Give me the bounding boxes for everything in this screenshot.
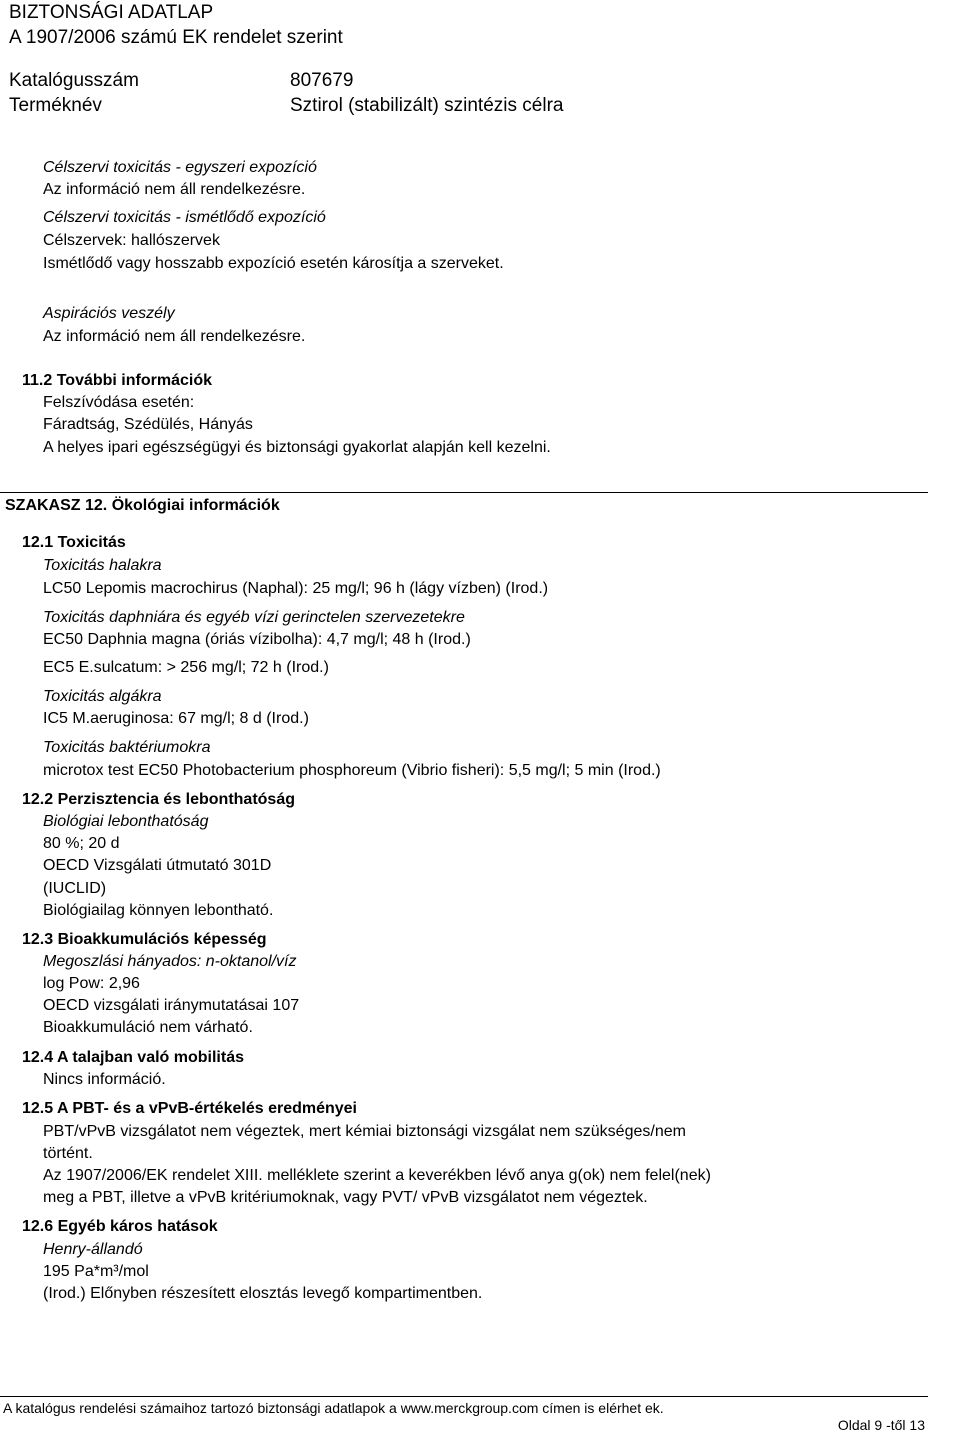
biodegradability-line-3: (IUCLID) (43, 880, 107, 897)
partition-coefficient-title: Megoszlási hányados: n-oktanol/víz (43, 953, 297, 970)
aspiration-text: Az információ nem áll rendelkezésre. (43, 328, 306, 345)
daphnia-toxicity-text-1: EC50 Daphnia magna (óriás vízibolha): 4,7 mg/l; 48 h (Irod.) (43, 631, 471, 648)
bioaccumulation-title: 12.3 Bioakkumulációs képesség (22, 931, 267, 948)
henry-constant-value: 195 Pa*m³/mol (43, 1263, 149, 1280)
page-number: Oldal 9 -től 13 (837, 1417, 925, 1433)
pbt-line-1: PBT/vPvB vizsgálatot nem végeztek, mert kémiai biztonsági vizsgálat nem szükséges/nem (43, 1123, 686, 1140)
pbt-line-4: meg a PBT, illetve a vPvB kritériumoknak, vagy PVT/ vPvB vizsgálatot nem végeztek. (43, 1189, 648, 1206)
document-title: BIZTONSÁGI ADATLAP (9, 2, 214, 23)
footer-divider (0, 1396, 928, 1397)
stot-single-text: Az információ nem áll rendelkezésre. (43, 181, 306, 198)
aspiration-title: Aspirációs veszély (43, 305, 175, 322)
daphnia-toxicity-title: Toxicitás daphniára és egyéb vízi gerinctelen szervezetekre (43, 609, 465, 626)
persistence-title: 12.2 Perzisztencia és lebonthatóság (22, 791, 295, 808)
pbt-title: 12.5 A PBT- és a vPvB-értékelés eredményei (22, 1100, 357, 1117)
product-label: Terméknév (9, 95, 102, 116)
biodegradability-line-4: Biológiailag könnyen lebontható. (43, 902, 274, 919)
bacteria-toxicity-title: Toxicitás baktériumokra (43, 739, 211, 756)
pbt-line-2: történt. (43, 1145, 93, 1162)
pbt-line-3: Az 1907/2006/EK rendelet XIII. melléklete szerint a keverékben lévő anya g(ok) nem felel(nek) (43, 1167, 711, 1184)
section-divider (0, 492, 928, 493)
fish-toxicity-text: LC50 Lepomis macrochirus (Naphal): 25 mg/l; 96 h (lágy vízben) (Irod.) (43, 580, 549, 597)
section-12-title: SZAKASZ 12. Ökológiai információk (5, 497, 280, 514)
catalog-label: Katalógusszám (9, 70, 139, 91)
algae-toxicity-text: IC5 M.aeruginosa: 67 mg/l; 8 d (Irod.) (43, 710, 309, 727)
stot-repeat-line-1: Célszervek: hallószervek (43, 232, 220, 249)
regulation-text: A 1907/2006 számú EK rendelet szerint (9, 27, 343, 48)
other-effects-title: 12.6 Egyéb káros hatások (22, 1218, 218, 1235)
toxicity-title: 12.1 Toxicitás (22, 534, 126, 551)
mobility-title: 12.4 A talajban való mobilitás (22, 1049, 244, 1066)
stot-repeat-title: Célszervi toxicitás - ismétlődő expozíció (43, 209, 326, 226)
footer-note: A katalógus rendelési számaihoz tartozó biztonsági adatlapok a www.merckgroup.com címen is elérhet ek. (3, 1400, 664, 1416)
henry-constant-note: (Irod.) Előnyben részesített elosztás levegő kompartimentben. (43, 1285, 483, 1302)
fish-toxicity-title: Toxicitás halakra (43, 557, 162, 574)
catalog-value: 807679 (290, 70, 354, 91)
bioaccumulation-line-3: Bioakkumuláció nem várható. (43, 1019, 253, 1036)
biodegradability-title: Biológiai lebonthatóság (43, 813, 209, 830)
section-11-2-line-3: A helyes ipari egészségügyi és biztonsági gyakorlat alapján kell kezelni. (43, 439, 551, 456)
biodegradability-line-1: 80 %; 20 d (43, 835, 120, 852)
bacteria-toxicity-text: microtox test EC50 Photobacterium phosphoreum (Vibrio fisheri): 5,5 mg/l; 5 min (Irod.) (43, 762, 661, 779)
product-value: Sztirol (stabilizált) szintézis célra (290, 95, 564, 116)
bioaccumulation-line-2: OECD vizsgálati iránymutatásai 107 (43, 997, 300, 1014)
stot-single-title: Célszervi toxicitás - egyszeri expozíció (43, 159, 317, 176)
algae-toxicity-title: Toxicitás algákra (43, 688, 162, 705)
henry-constant-title: Henry-állandó (43, 1241, 143, 1258)
biodegradability-line-2: OECD Vizsgálati útmutató 301D (43, 857, 272, 874)
bioaccumulation-line-1: log Pow: 2,96 (43, 975, 140, 992)
section-11-2-line-1: Felszívódása esetén: (43, 394, 195, 411)
mobility-text: Nincs információ. (43, 1071, 166, 1088)
stot-repeat-line-2: Ismétlődő vagy hosszabb expozíció esetén károsítja a szerveket. (43, 255, 504, 272)
section-11-2-line-2: Fáradtság, Szédülés, Hányás (43, 416, 253, 433)
section-11-2-title: 11.2 További információk (22, 372, 212, 389)
daphnia-toxicity-text-2: EC5 E.sulcatum: > 256 mg/l; 72 h (Irod.) (43, 659, 329, 676)
